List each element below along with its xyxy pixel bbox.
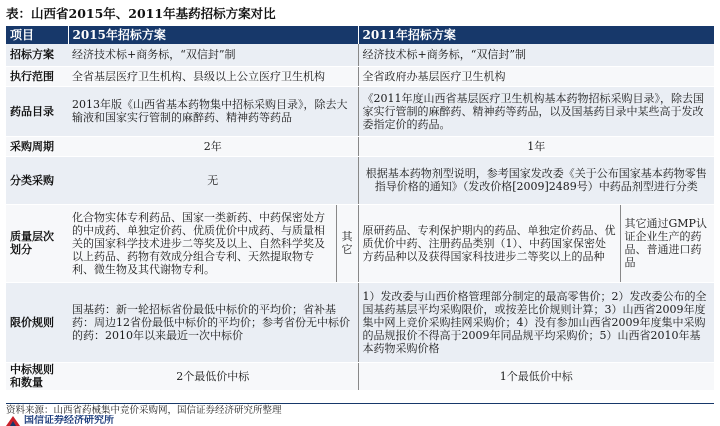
footer-brand: 国信证券经济研究所 (24, 415, 114, 426)
header-2015: 2015年招标方案 (68, 26, 358, 44)
row-label: 分类采购 (6, 156, 68, 204)
cell-2011: 根据基本药物剂型说明，参考国家发改委《关于公布国家基本药物零售指导价格的通知》（发改价格[2009]2489号）中药品剂型进行分类 (358, 156, 714, 204)
cell-2015: 化合物实体专利药品、国家一类新药、中药保密处方的中成药、单独定价药、优质优价中成药、与质量相关的国家科学技术进步二等奖及以上、自然科学奖及以上药品、药物有效成分组合专利、天然提取物专利、微生物及其代谢物专利。 (68, 204, 336, 282)
table-row (6, 282, 714, 362)
brand-logo-icon (6, 416, 20, 426)
table-row (6, 204, 714, 282)
row-label: 限价规则 (6, 282, 68, 362)
cell-2015: 2个最低价中标 (68, 362, 358, 390)
row-label: 质量层次划分 (6, 204, 68, 282)
cell-2015: 2013年版《山西省基本药物集中招标采购目录》，除去大输液和国家实行管制的麻醉药、精神药等药品 (68, 86, 358, 136)
comparison-table (6, 26, 714, 391)
header-2011: 2011年招标方案 (358, 26, 714, 44)
side-label: 其它 (341, 230, 353, 256)
row-label: 采购周期 (6, 136, 68, 156)
table-row (6, 362, 714, 390)
source-note: 资料来源：山西省药械集中竞价采购网，国信证券经济研究所整理 (6, 405, 282, 416)
cell-2011: 1年 (358, 136, 714, 156)
table-row (6, 156, 714, 204)
cell-2015: 全省基层医疗卫生机构、县级以上公立医疗卫生机构 (68, 66, 358, 86)
cell-2015-side (336, 204, 358, 282)
row-label: 药品目录 (6, 86, 68, 136)
table-row (6, 136, 714, 156)
cell-2015: 无 (68, 156, 358, 204)
cell-2011: 原研药品、专利保护期内的药品、单独定价药品、优质优价中药、注册药品类别（1）、中药国家保密处方药品种以及获得国家科技进步二等奖以上的品种 (358, 204, 620, 282)
table-row (6, 66, 714, 86)
cell-2011: 全省政府办基层医疗卫生机构 (358, 66, 714, 86)
cell-2015: 2年 (68, 136, 358, 156)
cell-2015: 经济技术标+商务标，“双信封”制 (68, 44, 358, 66)
table-row (6, 86, 714, 136)
table-header-row (6, 26, 714, 44)
header-item: 项目 (6, 26, 68, 44)
cell-2011-side: 其它通过GMP认证企业生产的药品、普通进口药品 (620, 204, 714, 282)
cell-2011: 1个最低价中标 (358, 362, 714, 390)
source-divider (6, 403, 714, 404)
row-label: 中标规则和数量 (6, 362, 68, 390)
cell-2011: 经济技术标+商务标，“双信封”制 (358, 44, 714, 66)
row-label: 执行范围 (6, 66, 68, 86)
cell-2015: 国基药：新一轮招标省份最低中标价的平均价；省补基药：周边12省份最低中标价的平均价；参考省份无中标价的药：2010年以来最近一次中标价 (68, 282, 358, 362)
table-title: 表：山西省2015年、2011年基药招标方案对比 (6, 6, 276, 21)
row-label: 招标方案 (6, 44, 68, 66)
cell-2011: 1）发改委与山西价格管理部分制定的最高零售价；2）发改委公布的全国基药基层平均采购限价，或按差比价规则计算；3）山西省2009年度集中网上竞价采购挂网采购价；4）没有参加山西省2009年度集中采购的品规报价不得高于2009年同品规平均采购价；5）山西省2010年基本药物采购价格 (358, 282, 714, 362)
cell-2011: 《2011年度山西省基层医疗卫生机构基本药物招标采购目录》，除去国家实行管制的麻醉药、精神药等药品，以及国基药目录中某些高于发改委指定价的药品。 (358, 86, 714, 136)
table-row (6, 44, 714, 66)
